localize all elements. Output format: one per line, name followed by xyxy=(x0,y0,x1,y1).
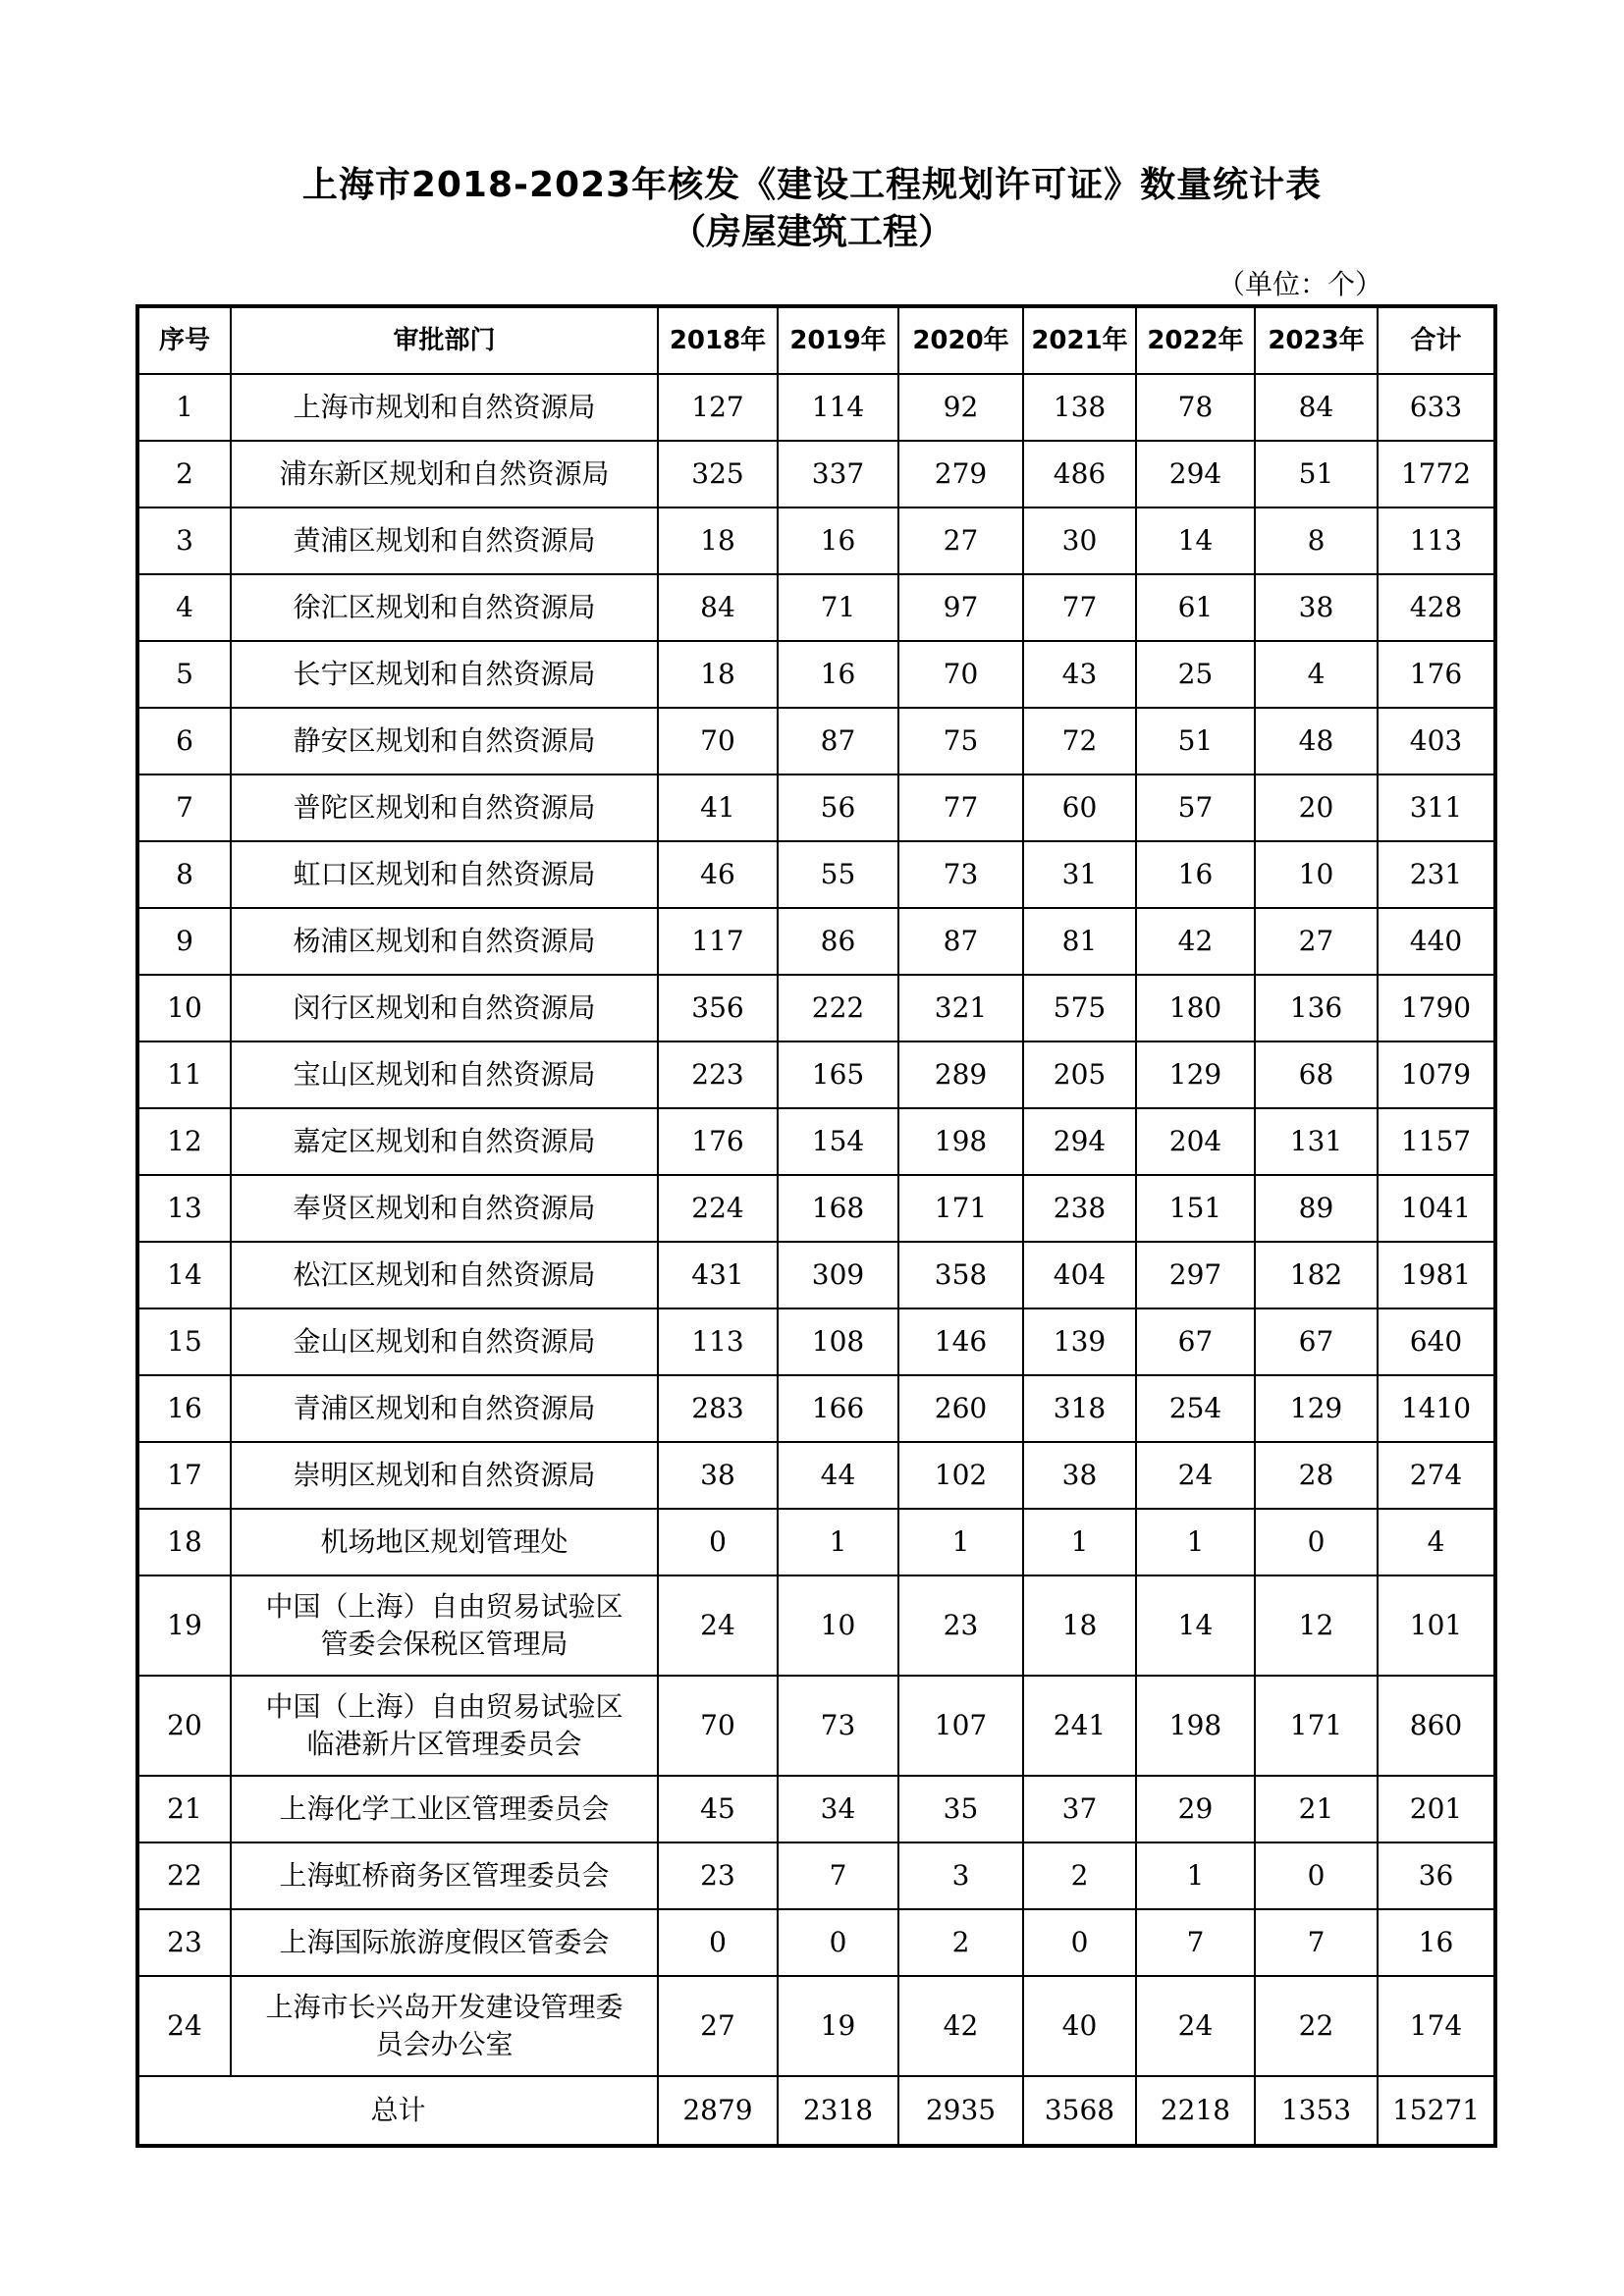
value-cell: 107 xyxy=(898,1676,1023,1776)
department-name-line2: 员会办公室 xyxy=(375,2028,514,2060)
value-cell: 1 xyxy=(1136,1842,1255,1909)
department-name: 机场地区规划管理处 xyxy=(320,1525,568,1558)
row-number: 18 xyxy=(137,1509,231,1575)
total-value-cell: 2935 xyxy=(898,2076,1023,2146)
value-cell: 1772 xyxy=(1378,441,1495,507)
value-cell: 114 xyxy=(778,374,898,441)
value-cell: 2 xyxy=(898,1909,1023,1976)
value-cell: 67 xyxy=(1136,1308,1255,1375)
value-cell: 78 xyxy=(1136,374,1255,441)
row-number: 23 xyxy=(137,1909,231,1976)
department-name: 崇明区规划和自然资源局 xyxy=(293,1459,596,1491)
value-cell: 16 xyxy=(1136,841,1255,908)
value-cell: 45 xyxy=(658,1776,778,1842)
value-cell: 241 xyxy=(1023,1676,1136,1776)
value-cell: 43 xyxy=(1023,641,1136,708)
column-header: 序号 xyxy=(137,306,231,374)
department-name: 中国（上海）自由贸易试验区 xyxy=(265,1690,623,1723)
department-cell xyxy=(231,574,658,641)
value-cell: 139 xyxy=(1023,1308,1136,1375)
value-cell: 51 xyxy=(1255,441,1378,507)
value-cell: 75 xyxy=(898,708,1023,774)
value-cell: 72 xyxy=(1023,708,1136,774)
value-cell: 0 xyxy=(658,1909,778,1976)
value-cell: 77 xyxy=(898,774,1023,841)
row-number: 7 xyxy=(137,774,231,841)
value-cell: 168 xyxy=(778,1175,898,1242)
department-name: 宝山区规划和自然资源局 xyxy=(293,1058,596,1091)
table-header-row xyxy=(137,306,1495,374)
department-name: 上海国际旅游度假区管委会 xyxy=(279,1926,610,1958)
value-cell: 575 xyxy=(1023,975,1136,1041)
value-cell: 4 xyxy=(1255,641,1378,708)
value-cell: 337 xyxy=(778,441,898,507)
row-number: 16 xyxy=(137,1375,231,1442)
total-row xyxy=(137,2076,1495,2146)
value-cell: 31 xyxy=(1023,841,1136,908)
value-cell: 171 xyxy=(898,1175,1023,1242)
department-cell xyxy=(231,1776,658,1842)
table-row xyxy=(137,1041,1495,1108)
row-number: 2 xyxy=(137,441,231,507)
total-value-cell: 2318 xyxy=(778,2076,898,2146)
column-header: 2018年 xyxy=(658,306,778,374)
department-name: 上海市长兴岛开发建设管理委 xyxy=(265,1991,623,2023)
value-cell: 136 xyxy=(1255,975,1378,1041)
department-cell xyxy=(231,774,658,841)
value-cell: 14 xyxy=(1136,507,1255,574)
value-cell: 1410 xyxy=(1378,1375,1495,1442)
department-name: 奉贤区规划和自然资源局 xyxy=(293,1192,596,1224)
value-cell: 38 xyxy=(1255,574,1378,641)
value-cell: 21 xyxy=(1255,1776,1378,1842)
value-cell: 174 xyxy=(1378,1976,1495,2076)
table-row xyxy=(137,1976,1495,2076)
value-cell: 204 xyxy=(1136,1108,1255,1175)
department-name-line2: 管委会保税区管理局 xyxy=(320,1628,568,1660)
value-cell: 1 xyxy=(898,1509,1023,1575)
value-cell: 24 xyxy=(1136,1442,1255,1509)
department-name: 静安区规划和自然资源局 xyxy=(293,724,596,757)
value-cell: 254 xyxy=(1136,1375,1255,1442)
value-cell: 201 xyxy=(1378,1776,1495,1842)
row-number: 24 xyxy=(137,1976,231,2076)
row-number: 11 xyxy=(137,1041,231,1108)
value-cell: 102 xyxy=(898,1442,1023,1509)
value-cell: 198 xyxy=(1136,1676,1255,1776)
value-cell: 289 xyxy=(898,1041,1023,1108)
page-subtitle: （房屋建筑工程） xyxy=(670,212,953,252)
value-cell: 70 xyxy=(658,1676,778,1776)
department-name: 虹口区规划和自然资源局 xyxy=(293,858,596,890)
department-name: 长宁区规划和自然资源局 xyxy=(293,658,596,690)
value-cell: 14 xyxy=(1136,1575,1255,1676)
department-cell xyxy=(231,374,658,441)
table-row xyxy=(137,1308,1495,1375)
value-cell: 18 xyxy=(1023,1575,1136,1676)
column-header: 2019年 xyxy=(778,306,898,374)
value-cell: 486 xyxy=(1023,441,1136,507)
value-cell: 67 xyxy=(1255,1308,1378,1375)
column-header: 2020年 xyxy=(898,306,1023,374)
value-cell: 84 xyxy=(658,574,778,641)
row-number: 3 xyxy=(137,507,231,574)
statistics-table xyxy=(135,304,1497,2148)
value-cell: 87 xyxy=(778,708,898,774)
department-cell xyxy=(231,1242,658,1308)
value-cell: 431 xyxy=(658,1242,778,1308)
table-row xyxy=(137,1509,1495,1575)
value-cell: 224 xyxy=(658,1175,778,1242)
department-name: 中国（上海）自由贸易试验区 xyxy=(265,1590,623,1623)
value-cell: 20 xyxy=(1255,774,1378,841)
value-cell: 0 xyxy=(1255,1509,1378,1575)
department-name: 上海化学工业区管理委员会 xyxy=(279,1792,610,1825)
value-cell: 87 xyxy=(898,908,1023,975)
value-cell: 440 xyxy=(1378,908,1495,975)
value-cell: 7 xyxy=(778,1842,898,1909)
value-cell: 1 xyxy=(1023,1509,1136,1575)
value-cell: 0 xyxy=(778,1909,898,1976)
department-cell xyxy=(231,1842,658,1909)
row-number: 15 xyxy=(137,1308,231,1375)
row-number: 14 xyxy=(137,1242,231,1308)
department-name: 闵行区规划和自然资源局 xyxy=(293,991,596,1024)
table-row xyxy=(137,1676,1495,1776)
department-name: 杨浦区规划和自然资源局 xyxy=(293,925,596,957)
value-cell: 73 xyxy=(778,1676,898,1776)
value-cell: 60 xyxy=(1023,774,1136,841)
row-number: 6 xyxy=(137,708,231,774)
row-number: 17 xyxy=(137,1442,231,1509)
total-value-cell: 2218 xyxy=(1136,2076,1255,2146)
value-cell: 0 xyxy=(1255,1842,1378,1909)
value-cell: 7 xyxy=(1255,1909,1378,1976)
value-cell: 1 xyxy=(1136,1509,1255,1575)
value-cell: 48 xyxy=(1255,708,1378,774)
unit-label: （单位：个） xyxy=(1218,268,1383,300)
department-cell xyxy=(231,1909,658,1976)
value-cell: 27 xyxy=(1255,908,1378,975)
value-cell: 7 xyxy=(1136,1909,1255,1976)
value-cell: 1079 xyxy=(1378,1041,1495,1108)
value-cell: 176 xyxy=(1378,641,1495,708)
value-cell: 19 xyxy=(778,1976,898,2076)
value-cell: 2 xyxy=(1023,1842,1136,1909)
table-row xyxy=(137,1842,1495,1909)
department-cell xyxy=(231,1676,658,1776)
department-cell xyxy=(231,841,658,908)
value-cell: 30 xyxy=(1023,507,1136,574)
value-cell: 146 xyxy=(898,1308,1023,1375)
total-value-cell: 2879 xyxy=(658,2076,778,2146)
value-cell: 113 xyxy=(1378,507,1495,574)
row-number: 22 xyxy=(137,1842,231,1909)
value-cell: 318 xyxy=(1023,1375,1136,1442)
value-cell: 24 xyxy=(1136,1976,1255,2076)
row-number: 19 xyxy=(137,1575,231,1676)
value-cell: 356 xyxy=(658,975,778,1041)
row-number: 5 xyxy=(137,641,231,708)
column-header: 2021年 xyxy=(1023,306,1136,374)
value-cell: 68 xyxy=(1255,1041,1378,1108)
value-cell: 27 xyxy=(658,1976,778,2076)
row-number: 1 xyxy=(137,374,231,441)
value-cell: 131 xyxy=(1255,1108,1378,1175)
value-cell: 41 xyxy=(658,774,778,841)
row-number: 12 xyxy=(137,1108,231,1175)
value-cell: 25 xyxy=(1136,641,1255,708)
value-cell: 404 xyxy=(1023,1242,1136,1308)
value-cell: 40 xyxy=(1023,1976,1136,2076)
table-row xyxy=(137,574,1495,641)
value-cell: 73 xyxy=(898,841,1023,908)
value-cell: 294 xyxy=(1023,1108,1136,1175)
value-cell: 92 xyxy=(898,374,1023,441)
value-cell: 297 xyxy=(1136,1242,1255,1308)
value-cell: 18 xyxy=(658,507,778,574)
value-cell: 321 xyxy=(898,975,1023,1041)
department-name: 徐汇区规划和自然资源局 xyxy=(293,591,596,623)
department-cell xyxy=(231,1575,658,1676)
value-cell: 0 xyxy=(658,1509,778,1575)
value-cell: 44 xyxy=(778,1442,898,1509)
table-row xyxy=(137,1175,1495,1242)
value-cell: 55 xyxy=(778,841,898,908)
value-cell: 222 xyxy=(778,975,898,1041)
table-row xyxy=(137,1909,1495,1976)
value-cell: 23 xyxy=(898,1575,1023,1676)
department-name: 上海市规划和自然资源局 xyxy=(293,391,596,423)
value-cell: 70 xyxy=(898,641,1023,708)
value-cell: 81 xyxy=(1023,908,1136,975)
value-cell: 151 xyxy=(1136,1175,1255,1242)
value-cell: 171 xyxy=(1255,1676,1378,1776)
value-cell: 180 xyxy=(1136,975,1255,1041)
value-cell: 640 xyxy=(1378,1308,1495,1375)
table-row xyxy=(137,441,1495,507)
value-cell: 42 xyxy=(1136,908,1255,975)
value-cell: 117 xyxy=(658,908,778,975)
table-row xyxy=(137,1108,1495,1175)
value-cell: 1 xyxy=(778,1509,898,1575)
value-cell: 1157 xyxy=(1378,1108,1495,1175)
department-cell xyxy=(231,1509,658,1575)
department-cell xyxy=(231,708,658,774)
value-cell: 16 xyxy=(1378,1909,1495,1976)
value-cell: 23 xyxy=(658,1842,778,1909)
department-cell xyxy=(231,1041,658,1108)
value-cell: 86 xyxy=(778,908,898,975)
value-cell: 311 xyxy=(1378,774,1495,841)
department-name-line2: 临港新片区管理委员会 xyxy=(306,1728,582,1760)
value-cell: 129 xyxy=(1136,1041,1255,1108)
value-cell: 279 xyxy=(898,441,1023,507)
value-cell: 1041 xyxy=(1378,1175,1495,1242)
row-number: 21 xyxy=(137,1776,231,1842)
value-cell: 1981 xyxy=(1378,1242,1495,1308)
department-name: 浦东新区规划和自然资源局 xyxy=(279,457,610,490)
value-cell: 61 xyxy=(1136,574,1255,641)
value-cell: 198 xyxy=(898,1108,1023,1175)
table-row xyxy=(137,1242,1495,1308)
value-cell: 84 xyxy=(1255,374,1378,441)
value-cell: 1790 xyxy=(1378,975,1495,1041)
value-cell: 274 xyxy=(1378,1442,1495,1509)
value-cell: 29 xyxy=(1136,1776,1255,1842)
department-name: 松江区规划和自然资源局 xyxy=(293,1258,596,1291)
value-cell: 166 xyxy=(778,1375,898,1442)
value-cell: 16 xyxy=(778,641,898,708)
value-cell: 403 xyxy=(1378,708,1495,774)
value-cell: 89 xyxy=(1255,1175,1378,1242)
value-cell: 70 xyxy=(658,708,778,774)
row-number: 9 xyxy=(137,908,231,975)
value-cell: 860 xyxy=(1378,1676,1495,1776)
total-value-cell: 15271 xyxy=(1378,2076,1495,2146)
table-row xyxy=(137,841,1495,908)
value-cell: 127 xyxy=(658,374,778,441)
value-cell: 3 xyxy=(898,1842,1023,1909)
row-number: 8 xyxy=(137,841,231,908)
value-cell: 36 xyxy=(1378,1842,1495,1909)
value-cell: 27 xyxy=(898,507,1023,574)
department-cell xyxy=(231,507,658,574)
value-cell: 34 xyxy=(778,1776,898,1842)
value-cell: 101 xyxy=(1378,1575,1495,1676)
value-cell: 57 xyxy=(1136,774,1255,841)
table-row xyxy=(137,1776,1495,1842)
value-cell: 182 xyxy=(1255,1242,1378,1308)
value-cell: 325 xyxy=(658,441,778,507)
page-title: 上海市2018-2023年核发《建设工程规划许可证》数量统计表 xyxy=(301,165,1323,205)
value-cell: 28 xyxy=(1255,1442,1378,1509)
value-cell: 51 xyxy=(1136,708,1255,774)
value-cell: 223 xyxy=(658,1041,778,1108)
value-cell: 38 xyxy=(658,1442,778,1509)
value-cell: 35 xyxy=(898,1776,1023,1842)
department-cell xyxy=(231,908,658,975)
value-cell: 10 xyxy=(778,1575,898,1676)
value-cell: 108 xyxy=(778,1308,898,1375)
department-cell xyxy=(231,1976,658,2076)
department-cell xyxy=(231,1108,658,1175)
value-cell: 154 xyxy=(778,1108,898,1175)
table-row xyxy=(137,641,1495,708)
department-name: 青浦区规划和自然资源局 xyxy=(293,1392,596,1424)
value-cell: 309 xyxy=(778,1242,898,1308)
value-cell: 294 xyxy=(1136,441,1255,507)
value-cell: 113 xyxy=(658,1308,778,1375)
value-cell: 12 xyxy=(1255,1575,1378,1676)
department-name: 黄浦区规划和自然资源局 xyxy=(293,524,596,557)
value-cell: 46 xyxy=(658,841,778,908)
value-cell: 0 xyxy=(1023,1909,1136,1976)
value-cell: 77 xyxy=(1023,574,1136,641)
value-cell: 42 xyxy=(898,1976,1023,2076)
value-cell: 428 xyxy=(1378,574,1495,641)
table-row xyxy=(137,708,1495,774)
total-value-cell: 1353 xyxy=(1255,2076,1378,2146)
value-cell: 205 xyxy=(1023,1041,1136,1108)
column-header: 2022年 xyxy=(1136,306,1255,374)
department-cell xyxy=(231,1442,658,1509)
value-cell: 18 xyxy=(658,641,778,708)
table-row xyxy=(137,1575,1495,1676)
department-name: 金山区规划和自然资源局 xyxy=(293,1325,596,1358)
value-cell: 71 xyxy=(778,574,898,641)
value-cell: 10 xyxy=(1255,841,1378,908)
table-row xyxy=(137,975,1495,1041)
department-cell xyxy=(231,1308,658,1375)
value-cell: 633 xyxy=(1378,374,1495,441)
total-value-cell: 3568 xyxy=(1023,2076,1136,2146)
value-cell: 37 xyxy=(1023,1776,1136,1842)
value-cell: 16 xyxy=(778,507,898,574)
value-cell: 24 xyxy=(658,1575,778,1676)
value-cell: 260 xyxy=(898,1375,1023,1442)
value-cell: 8 xyxy=(1255,507,1378,574)
column-header: 审批部门 xyxy=(231,306,658,374)
value-cell: 283 xyxy=(658,1375,778,1442)
department-name: 上海虹桥商务区管理委员会 xyxy=(279,1859,610,1892)
total-label: 总计 xyxy=(137,2076,658,2146)
table-row xyxy=(137,908,1495,975)
row-number: 13 xyxy=(137,1175,231,1242)
value-cell: 176 xyxy=(658,1108,778,1175)
table-row xyxy=(137,774,1495,841)
table-row xyxy=(137,507,1495,574)
row-number: 4 xyxy=(137,574,231,641)
department-name: 普陀区规划和自然资源局 xyxy=(293,791,596,824)
table-row xyxy=(137,1375,1495,1442)
value-cell: 4 xyxy=(1378,1509,1495,1575)
table-row xyxy=(137,374,1495,441)
department-name: 嘉定区规划和自然资源局 xyxy=(293,1125,596,1157)
table-body xyxy=(137,374,1495,2146)
department-cell xyxy=(231,441,658,507)
department-cell xyxy=(231,1375,658,1442)
value-cell: 238 xyxy=(1023,1175,1136,1242)
value-cell: 165 xyxy=(778,1041,898,1108)
value-cell: 22 xyxy=(1255,1976,1378,2076)
row-number: 10 xyxy=(137,975,231,1041)
department-cell xyxy=(231,1175,658,1242)
value-cell: 56 xyxy=(778,774,898,841)
column-header: 合计 xyxy=(1378,306,1495,374)
value-cell: 129 xyxy=(1255,1375,1378,1442)
row-number: 20 xyxy=(137,1676,231,1776)
value-cell: 231 xyxy=(1378,841,1495,908)
column-header: 2023年 xyxy=(1255,306,1378,374)
value-cell: 138 xyxy=(1023,374,1136,441)
value-cell: 97 xyxy=(898,574,1023,641)
value-cell: 38 xyxy=(1023,1442,1136,1509)
table-row xyxy=(137,1442,1495,1509)
department-cell xyxy=(231,641,658,708)
value-cell: 358 xyxy=(898,1242,1023,1308)
department-cell xyxy=(231,975,658,1041)
